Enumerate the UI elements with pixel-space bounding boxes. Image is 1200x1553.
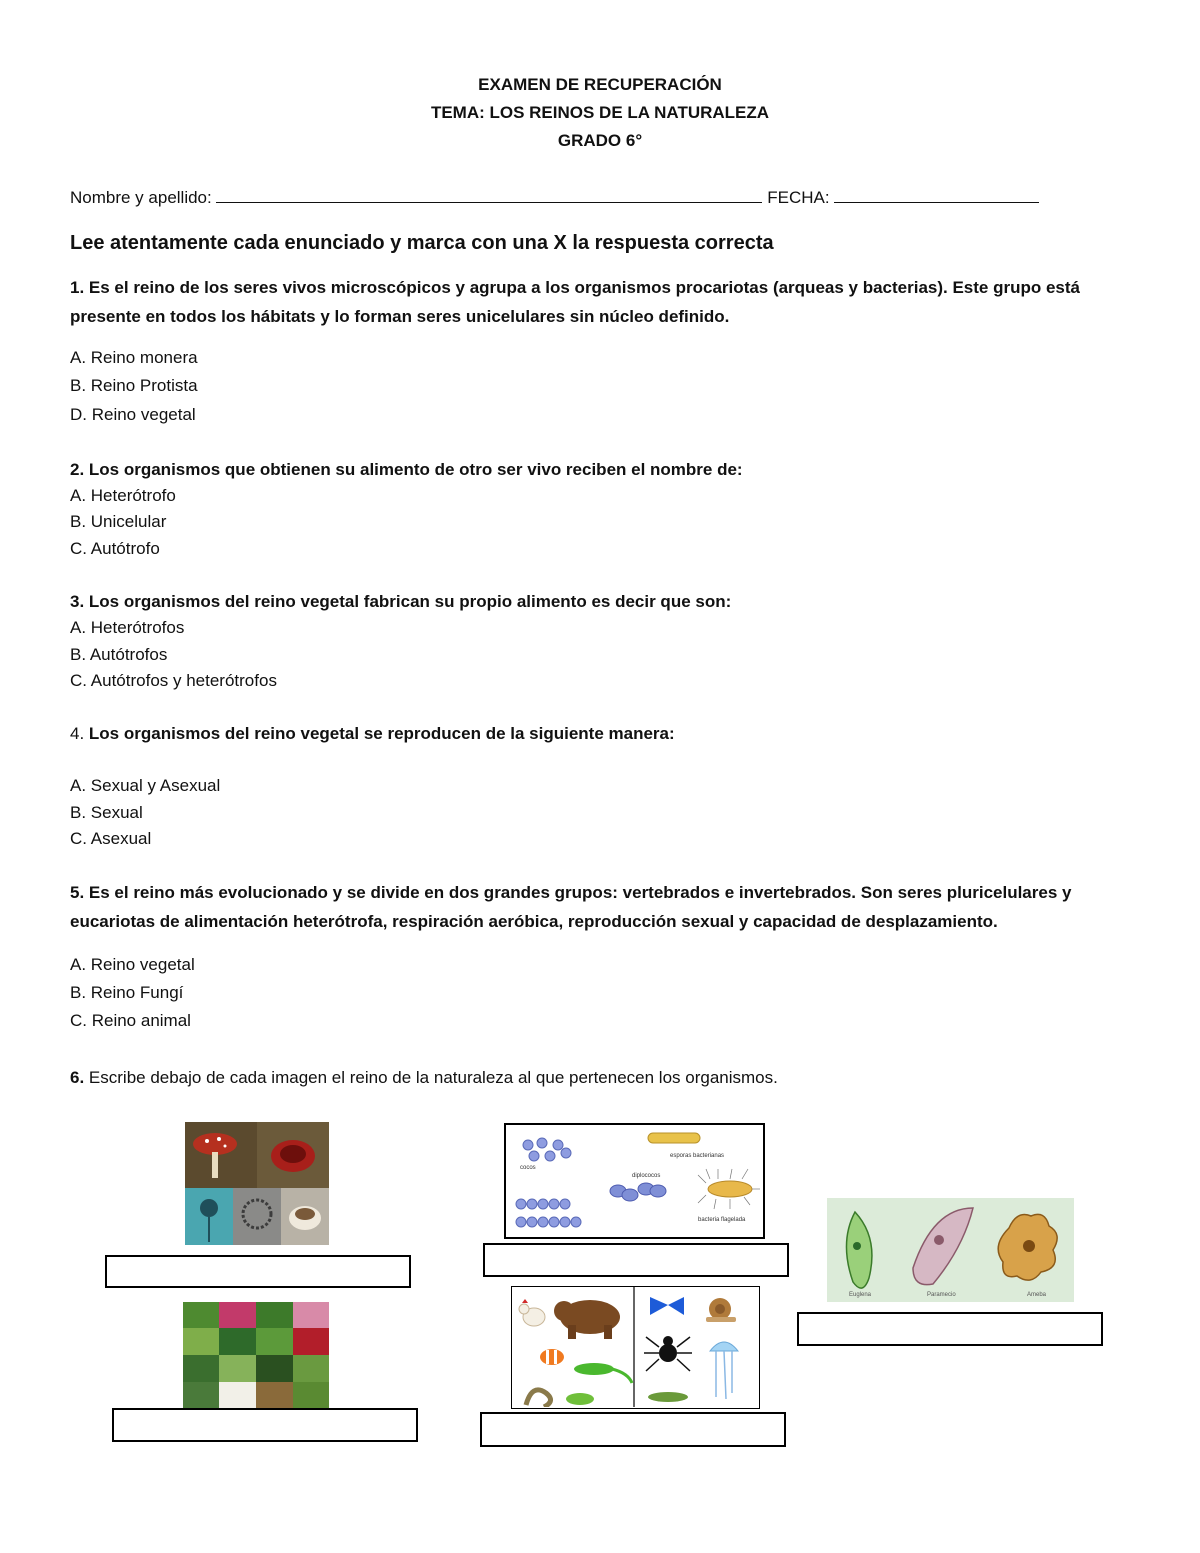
date-label: FECHA: <box>767 188 830 207</box>
label-diplococos: diplococos <box>632 1173 661 1179</box>
plants-image <box>183 1302 329 1408</box>
exam-grade: GRADO 6° <box>557 131 643 150</box>
label-euglena: Euglena <box>849 1292 872 1298</box>
q4-option-b[interactable]: B. Sexual <box>70 803 143 822</box>
label-ameba: Ameba <box>1027 1292 1047 1298</box>
animals-image <box>511 1286 760 1409</box>
question-6 <box>70 1068 778 1088</box>
q5-option-b[interactable]: B. Reino Fungí <box>70 983 184 1002</box>
question-2: 2. Los organismos que obtienen su alimento de otro ser vivo reciben el nombre de: <box>70 460 743 479</box>
q2-option-c[interactable]: C. Autótrofo <box>70 539 160 558</box>
question-4 <box>70 724 675 744</box>
exam-topic: TEMA: LOS REINOS DE LA NATURALEZA <box>430 103 770 122</box>
answer-box-protists[interactable] <box>797 1312 1103 1346</box>
question-3: 3. Los organismos del reino vegetal fabrican su propio alimento es decir que son: <box>70 592 732 611</box>
question-5: 5. Es el reino más evolucionado y se divide en dos grandes grupos: vertebrados e invertebrados. Son seres pluricelulares y eucariotas de alimentación heterótrofa, respiración aeróbica, reproducción sexual y capacidad de desplazamiento. <box>70 883 1072 931</box>
fungi-image <box>185 1122 329 1245</box>
answer-box-bacteria[interactable] <box>483 1243 789 1277</box>
exam-title: EXAMEN DE RECUPERACIÓN <box>478 75 722 94</box>
label-cocos: cocos <box>520 1165 536 1171</box>
label-flagelada: bacteria flagelada <box>698 1217 746 1223</box>
date-field[interactable] <box>834 188 1039 203</box>
q3-option-b[interactable]: B. Autótrofos <box>70 645 168 664</box>
question-1: 1. Es el reino de los seres vivos microscópicos y agrupa a los organismos procariotas (arqueas y bacterias). Este grupo está presente en todos los hábitats y lo forman seres unicelulares sin núcleo definido. <box>70 278 1081 326</box>
label-esporas: esporas bacterianas <box>670 1153 725 1159</box>
question-4-text: Los organismos del reino vegetal se reproducen de la siguiente manera: <box>84 724 675 743</box>
bacteria-image <box>504 1123 765 1239</box>
q5-option-c[interactable]: C. Reino animal <box>70 1011 191 1030</box>
q4-option-a[interactable]: A. Sexual y Asexual <box>70 776 221 795</box>
instructions: Lee atentamente cada enunciado y marca con una X la respuesta correcta <box>70 232 774 254</box>
q3-option-a[interactable]: A. Heterótrofos <box>70 618 185 637</box>
student-info-row <box>70 188 1039 208</box>
label-paramecio: Paramecio <box>927 1292 956 1298</box>
question-6-number: 6. <box>70 1068 85 1087</box>
question-6-text: Escribe debajo de cada imagen el reino de la naturaleza al que pertenecen los organismos. <box>84 1068 778 1087</box>
answer-box-fungi[interactable] <box>105 1255 411 1288</box>
name-field[interactable] <box>216 188 762 203</box>
answer-box-plants[interactable] <box>112 1408 418 1442</box>
protists-image <box>827 1198 1074 1302</box>
q2-option-b[interactable]: B. Unicelular <box>70 512 167 531</box>
q1-option-d[interactable]: D. Reino vegetal <box>70 405 196 424</box>
q5-option-a[interactable]: A. Reino vegetal <box>70 955 195 974</box>
question-4-number: 4. <box>70 724 85 743</box>
q2-option-a[interactable]: A. Heterótrofo <box>70 486 176 505</box>
name-label: Nombre y apellido: <box>70 188 212 207</box>
answer-box-animals[interactable] <box>480 1412 786 1447</box>
q1-option-b[interactable]: B. Reino Protista <box>70 376 198 395</box>
q3-option-c[interactable]: C. Autótrofos y heterótrofos <box>70 671 277 690</box>
q1-option-a[interactable]: A. Reino monera <box>70 348 198 367</box>
q4-option-c[interactable]: C. Asexual <box>70 829 152 848</box>
